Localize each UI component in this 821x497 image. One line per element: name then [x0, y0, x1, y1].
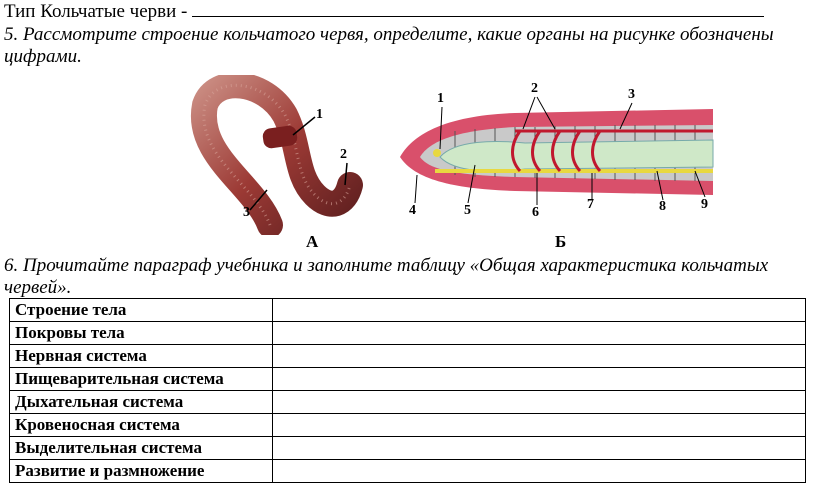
row-label: Нервная система [10, 345, 273, 368]
row-label: Строение тела [10, 299, 273, 322]
answer-cell[interactable] [273, 414, 806, 437]
answer-blank[interactable] [192, 0, 764, 17]
table-row [10, 460, 806, 483]
question-5: 5. Рассмотрите строение кольчатого червя, определите, какие органы на рисунке обозначены цифрами. [4, 24, 774, 67]
row-label: Дыхательная система [10, 391, 273, 414]
figure-b-label: Б [555, 232, 567, 251]
figure-a-number: 3 [243, 205, 250, 220]
table-row [10, 322, 806, 345]
table-row [10, 368, 806, 391]
answer-cell[interactable] [273, 391, 806, 414]
answer-cell[interactable] [273, 460, 806, 483]
row-label: Пищеварительная система [10, 368, 273, 391]
answer-cell[interactable] [273, 322, 806, 345]
table-row [10, 414, 806, 437]
table-row [10, 299, 806, 322]
header-title: Тип Кольчатые черви - [4, 1, 193, 22]
question-6: 6. Прочитайте параграф учебника и заполните таблицу «Общая характеристика кольчатых червей». [4, 255, 769, 298]
answer-cell[interactable] [273, 299, 806, 322]
figure-b-number: 2 [531, 81, 538, 96]
header-line [4, 0, 764, 23]
figure-a-number: 2 [340, 147, 347, 162]
figure-a-number: 1 [316, 107, 323, 122]
figure-a [175, 75, 375, 235]
table-row [10, 437, 806, 460]
answer-cell[interactable] [273, 345, 806, 368]
answer-cell[interactable] [273, 437, 806, 460]
figure-b-number: 5 [464, 203, 471, 218]
table-row [10, 345, 806, 368]
table-row [10, 391, 806, 414]
figure-b-number: 9 [701, 197, 708, 212]
figure-b-number: 6 [532, 205, 539, 220]
figure-b-number: 8 [659, 199, 666, 214]
figure-a-label: А [306, 232, 319, 251]
row-label: Покровы тела [10, 322, 273, 345]
figure-b-number: 7 [587, 197, 594, 212]
row-label: Развитие и размножение [10, 460, 273, 483]
row-label: Кровеносная система [10, 414, 273, 437]
answer-cell[interactable] [273, 368, 806, 391]
figure-b-number: 1 [437, 91, 444, 106]
row-label: Выделительная система [10, 437, 273, 460]
characteristics-table [9, 298, 806, 483]
figure-b-number: 3 [628, 87, 635, 102]
figure-b [395, 81, 715, 225]
figure-b-number: 4 [409, 203, 416, 218]
